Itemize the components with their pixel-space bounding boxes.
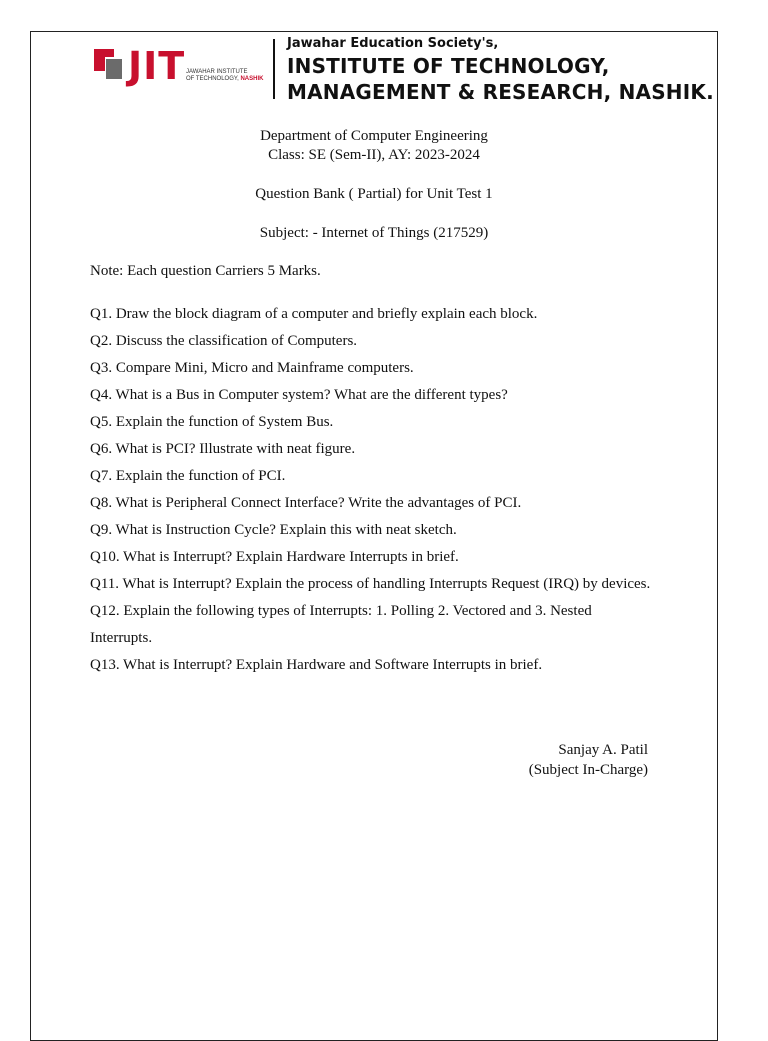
- logo-subtitle-line2a: OF TECHNOLOGY,: [186, 76, 241, 82]
- question-item: Q5. Explain the function of System Bus.: [90, 414, 334, 430]
- question-item: Q6. What is PCI? Illustrate with neat figure.: [90, 441, 356, 457]
- logo-subtitle: [186, 69, 263, 83]
- question-item: Q1. Draw the block diagram of a computer and briefly explain each block.: [90, 306, 538, 322]
- marks-note: Note: Each question Carriers 5 Marks.: [90, 263, 321, 279]
- institute-name-line1: INSTITUTE OF TECHNOLOGY,: [287, 54, 610, 78]
- logo-text: JIT: [128, 44, 186, 88]
- department-line: Department of Computer Engineering: [260, 128, 488, 144]
- institute-name-line2: MANAGEMENT & RESEARCH, NASHIK.: [287, 80, 714, 104]
- society-name: Jawahar Education Society's,: [287, 36, 499, 51]
- question-item: Q12. Explain the following types of Interrupts: 1. Polling 2. Vectored and 3. Nested: [90, 603, 592, 619]
- signatory-role: (Subject In-Charge): [528, 762, 648, 778]
- logo-subtitle-nashik: NASHIK: [240, 76, 264, 82]
- jit-logo: [94, 44, 266, 91]
- signatory-name: Sanjay A. Patil: [558, 742, 648, 758]
- question-item: Q4. What is a Bus in Computer system? What are the different types?: [90, 387, 508, 403]
- class-line: Class: SE (Sem-II), AY: 2023-2024: [268, 147, 480, 163]
- question-item: Q3. Compare Mini, Micro and Mainframe computers.: [90, 360, 414, 376]
- question-item: Q8. What is Peripheral Connect Interface? Write the advantages of PCI.: [90, 495, 522, 511]
- logo-subtitle-line2: [186, 76, 263, 83]
- header-divider: [273, 39, 275, 99]
- subject-line: Subject: - Internet of Things (217529): [259, 225, 489, 241]
- question-item: Q10. What is Interrupt? Explain Hardware Interrupts in brief.: [90, 549, 459, 565]
- question-item-continuation: Interrupts.: [90, 630, 153, 646]
- logo-mark-icon: [94, 49, 122, 85]
- question-list: [90, 301, 650, 679]
- logo-subtitle-line1: JAWAHAR INSTITUTE: [186, 69, 248, 75]
- question-item: Q2. Discuss the classification of Computers.: [90, 333, 358, 349]
- question-item: Q9. What is Instruction Cycle? Explain this with neat sketch.: [90, 522, 457, 538]
- question-item: Q7. Explain the function of PCI.: [90, 468, 286, 484]
- question-item: Q11. What is Interrupt? Explain the process of handling Interrupts Request (IRQ) by devices.: [90, 576, 651, 592]
- question-item: Q13. What is Interrupt? Explain Hardware and Software Interrupts in brief.: [90, 657, 543, 673]
- document-title: Question Bank ( Partial) for Unit Test 1: [255, 186, 493, 202]
